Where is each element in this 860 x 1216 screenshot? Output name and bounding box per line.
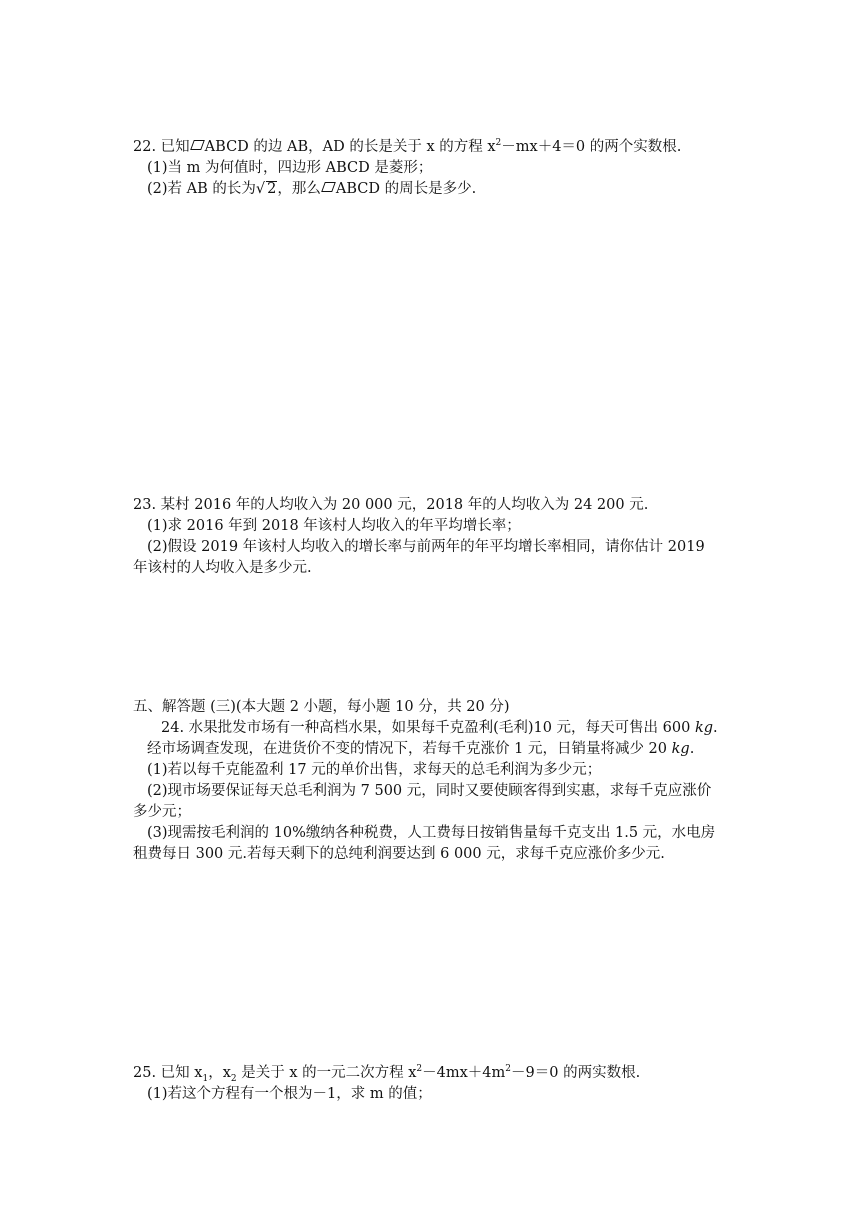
q22-part2: (2)若 AB 的长为√ 2，那么 ABCD 的周长是多少. [147, 181, 477, 197]
q23-part2-line2: 年该村的人均收入是多少元. [133, 560, 312, 576]
sqrt-symbol: √ [255, 181, 266, 197]
parallelogram-icon [190, 140, 205, 150]
q24-part3-line1: (3)现需按毛利润的 10%缴纳各种税费，人工费每日按销售量每千克支出 1.5 元，水电房 [147, 825, 716, 841]
parallelogram-icon [321, 182, 336, 192]
q25-stem: 25. 已知 $x_1$，$x_2$ 是关于 x 的一元二次方程 $x^2-4mx+4m^2-9=0$ 的两实数根. [133, 1064, 641, 1084]
q25-part1: (1)若这个方程有一个根为－1，求 m 的值； [147, 1086, 432, 1102]
q24-part3-line2: 租费每日 300 元.若每天剩下的总纯利润要达到 6 000 元，求每千克应涨价多少元. [133, 846, 665, 862]
q24-stem-line1: 24. 水果批发市场有一种高档水果，如果每千克盈利(毛利)10 元，每天可售出 600 kg. [161, 720, 718, 736]
q22-stem: 22. 已知 ABCD 的边 AB，AD 的长是关于 x 的方程 $x^2-mx+4=0$ 的两个实数根. [133, 138, 682, 155]
q23-part1: (1)求 2016 年到 2018 年该村人均收入的年平均增长率； [147, 518, 521, 534]
q24-stem-line2: 经市场调查发现，在进货价不变的情况下，若每千克涨价 1 元，日销量将减少 20 kg. [147, 741, 695, 757]
q24-part1: (1)若以每千克能盈利 17 元的单价出售，求每天的总毛利润为多少元； [147, 762, 602, 778]
section-heading: 五、解答题 (三)(本大题 2 小题，每小题 10 分，共 20 分) [133, 699, 510, 715]
q24-part2-line2: 多少元； [133, 804, 191, 820]
q22-part1: (1)当 m 为何值时，四边形 ABCD 是菱形； [147, 160, 433, 176]
q24-part2-line1: (2)现市场要保证每天总毛利润为 7 500 元，同时又要使顾客得到实惠，求每千克应涨价 [147, 783, 712, 799]
q23-part2-line1: (2)假设 2019 年该村人均收入的增长率与前两年的年平均增长率相同，请你估计 2019 [147, 539, 705, 555]
q23-stem: 23. 某村 2016 年的人均收入为 20 000 元，2018 年的人均收入为 24 200 元. [133, 497, 649, 513]
